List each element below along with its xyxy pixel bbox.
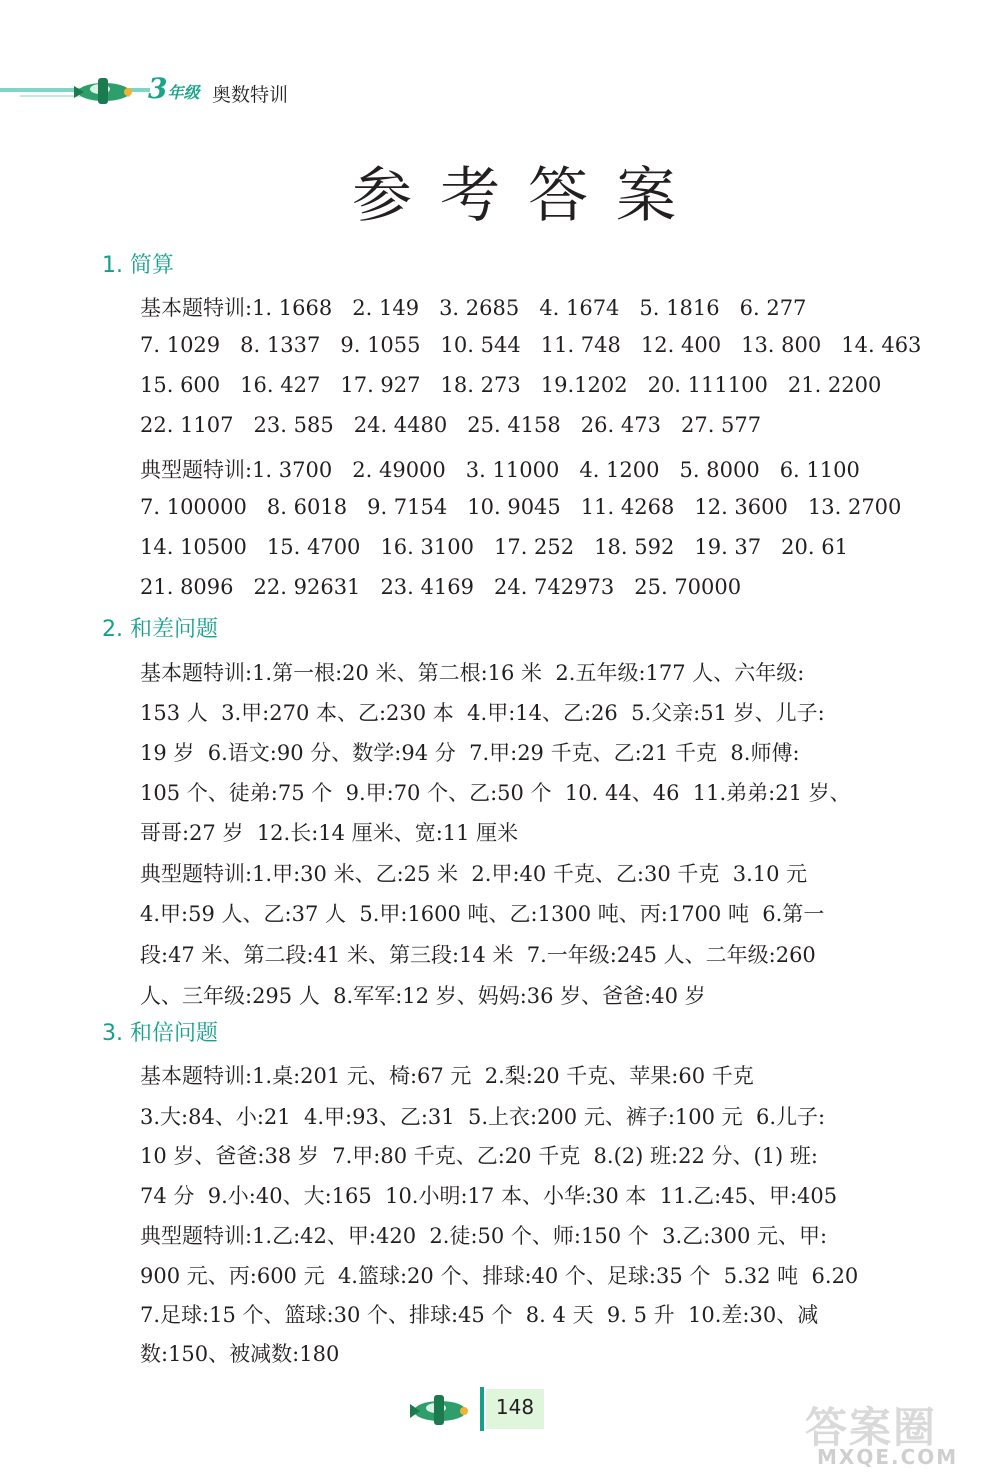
header-subtitle: 奥数特训 bbox=[212, 84, 289, 106]
answer-line: 7. 1029 8. 1337 9. 1055 10. 544 11. 748 12. 400 13. 800 14. 463 bbox=[140, 333, 922, 357]
answer-line: 基本题特训:1.桌:201 元、椅:67 元 2.梨:20 千克、苹果:60 千克 bbox=[140, 1064, 754, 1088]
answer-line: 7. 100000 8. 6018 9. 7154 10. 9045 11. 4268 12. 3600 13. 2700 bbox=[140, 495, 902, 519]
answer-line: 段:47 米、第二段:41 米、第三段:14 米 7.一年级:245 人、二年级:260 bbox=[140, 943, 816, 967]
page-number: 148 bbox=[495, 1395, 535, 1419]
answer-line: 900 元、丙:600 元 4.篮球:20 个、排球:40 个、足球:35 个 5.32 吨 6.20 bbox=[140, 1264, 859, 1288]
answer-line: 22. 1107 23. 585 24. 4480 25. 4158 26. 473 27. 577 bbox=[140, 413, 762, 437]
answer-line: 基本题特训:1. 1668 2. 149 3. 2685 4. 1674 5. 1816 6. 277 bbox=[140, 296, 807, 320]
watermark-url: MXQE.COM bbox=[817, 1445, 959, 1469]
answer-line: 典型题特训:1.甲:30 米、乙:25 米 2.甲:40 千克、乙:30 千克 3.10 元 bbox=[140, 862, 808, 886]
airplane-icon bbox=[70, 72, 140, 108]
page-title: 参考答案 bbox=[352, 161, 704, 231]
answer-line: 人、三年级:295 人 8.军军:12 岁、妈妈:36 岁、爸爸:40 岁 bbox=[140, 984, 706, 1008]
answer-line: 14. 10500 15. 4700 16. 3100 17. 252 18. 592 19. 37 20. 61 bbox=[140, 535, 848, 559]
answer-line: 10 岁、爸爸:38 岁 7.甲:80 千克、乙:20 千克 8.(2) 班:22 分、(1) 班: bbox=[140, 1144, 818, 1168]
running-header bbox=[0, 62, 320, 122]
answer-line: 15. 600 16. 427 17. 927 18. 273 19.1202 20. 111100 21. 2200 bbox=[140, 373, 882, 397]
section-heading: 2. 和差问题 bbox=[102, 617, 218, 642]
section-heading: 1. 简算 bbox=[102, 253, 174, 278]
page-footer bbox=[400, 1385, 560, 1433]
section-heading: 3. 和倍问题 bbox=[102, 1021, 218, 1046]
answer-line: 153 人 3.甲:270 本、乙:230 本 4.甲:14、乙:26 5.父亲:51 岁、儿子: bbox=[140, 701, 825, 725]
answer-line: 哥哥:27 岁 12.长:14 厘米、宽:11 厘米 bbox=[140, 821, 519, 845]
answer-line: 19 岁 6.语文:90 分、数学:94 分 7.甲:29 千克、乙:21 千克 8.师傅: bbox=[140, 741, 800, 765]
answer-line: 基本题特训:1.第一根:20 米、第二根:16 米 2.五年级:177 人、六年级: bbox=[140, 661, 805, 685]
answer-line: 21. 8096 22. 92631 23. 4169 24. 742973 25. 70000 bbox=[140, 575, 742, 599]
footer-divider bbox=[480, 1387, 484, 1431]
answer-line: 典型题特训:1. 3700 2. 49000 3. 11000 4. 1200 5. 8000 6. 1100 bbox=[140, 458, 860, 482]
answer-line: 4.甲:59 人、乙:37 人 5.甲:1600 吨、乙:1300 吨、丙:1700 吨 6.第一 bbox=[140, 902, 825, 926]
answer-line: 7.足球:15 个、篮球:30 个、排球:45 个 8. 4 天 9. 5 升 10.差:30、减 bbox=[140, 1303, 819, 1327]
watermark-text: 答案圈 bbox=[805, 1403, 938, 1452]
answer-line: 74 分 9.小:40、大:165 10.小明:17 本、小华:30 本 11.乙:45、甲:405 bbox=[140, 1184, 838, 1208]
answer-line: 数:150、被减数:180 bbox=[140, 1342, 340, 1366]
answer-line: 3.大:84、小:21 4.甲:93、乙:31 5.上衣:200 元、裤子:100 元 6.儿子: bbox=[140, 1105, 826, 1129]
watermark bbox=[805, 1395, 995, 1470]
answer-line: 典型题特训:1.乙:42、甲:420 2.徒:50 个、师:150 个 3.乙:300 元、甲: bbox=[140, 1224, 828, 1248]
airplane-icon bbox=[406, 1389, 476, 1429]
answer-line: 105 个、徒弟:75 个 9.甲:70 个、乙:50 个 10. 44、46 11.弟弟:21 岁、 bbox=[140, 781, 851, 805]
header-grade: 3年级 bbox=[148, 72, 200, 105]
